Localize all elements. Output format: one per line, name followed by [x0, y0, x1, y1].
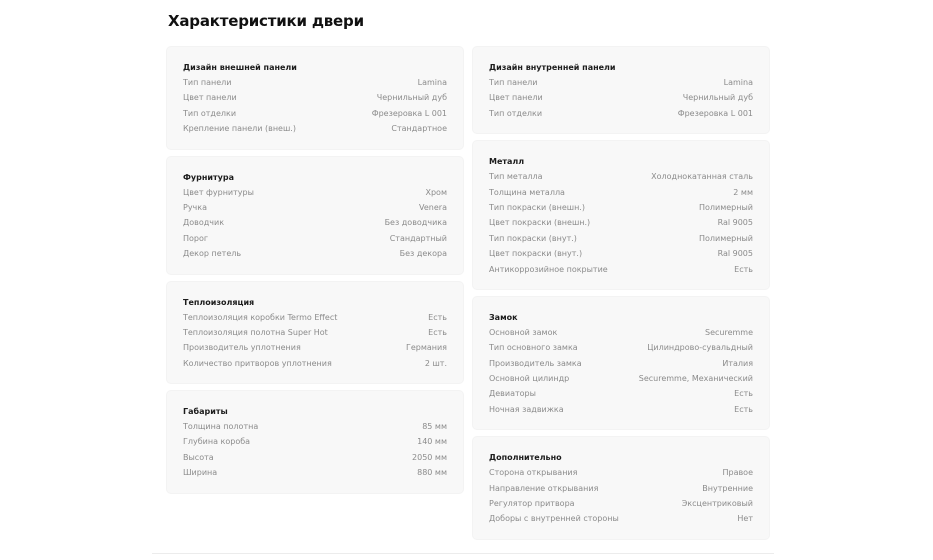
spec-value: Securemme, Механический [638, 374, 753, 384]
section-metal [473, 141, 769, 289]
spec-row [489, 371, 753, 386]
spec-label: Тип отделки [183, 108, 237, 118]
spec-label: Тип покраски (внешн.) [489, 202, 585, 212]
spec-label: Тип покраски (внут.) [489, 233, 577, 243]
spec-row [489, 325, 753, 340]
spec-row [489, 340, 753, 355]
spec-row [183, 450, 447, 465]
spec-row [489, 200, 753, 215]
spec-label: Ручка [183, 202, 208, 212]
spec-label: Регулятор притвора [489, 499, 575, 509]
page-title: Характеристики двери [168, 12, 364, 30]
spec-value: 2050 мм [412, 452, 447, 462]
spec-row [489, 511, 753, 526]
spec-value: 880 мм [417, 468, 447, 478]
spec-label: Теплоизоляция коробки Termo Effect [183, 312, 338, 322]
spec-row [489, 356, 753, 371]
spec-label: Крепление панели (внеш.) [183, 124, 296, 134]
spec-label: Глубина короба [183, 437, 251, 447]
spec-value: Без декора [399, 249, 447, 259]
spec-row [183, 434, 447, 449]
spec-value: Италия [722, 358, 753, 368]
spec-value: Venera [419, 202, 447, 212]
bottom-divider [152, 553, 774, 554]
spec-row [489, 185, 753, 200]
spec-value: Стандартное [391, 124, 447, 134]
spec-row [489, 481, 753, 496]
spec-row [183, 75, 447, 90]
spec-label: Толщина металла [489, 187, 565, 197]
spec-value: Хром [425, 187, 447, 197]
spec-label: Направление открывания [489, 483, 599, 493]
section-dimensions [167, 391, 463, 493]
spec-row [183, 356, 447, 371]
section-title: Дизайн внутренней панели [489, 63, 616, 72]
section-title: Фурнитура [183, 172, 234, 182]
section-outer-panel [167, 47, 463, 149]
spec-row [183, 185, 447, 200]
spec-label: Тип отделки [489, 108, 543, 118]
spec-value: Securemme [704, 327, 753, 337]
spec-value: 140 мм [417, 437, 447, 447]
section-hardware [167, 157, 463, 274]
spec-value: 2 мм [733, 187, 753, 197]
spec-value: 85 мм [422, 422, 447, 432]
section-inner-panel [473, 47, 769, 133]
section-title: Теплоизоляция [183, 297, 255, 307]
spec-value: Фрезеровка L 001 [371, 108, 447, 118]
spec-label: Цвет покраски (внешн.) [489, 218, 591, 228]
spec-value: Холоднокатанная сталь [651, 172, 753, 182]
spec-value: Цилиндрово-сувальдный [647, 343, 753, 353]
spec-value: Полимерный [698, 202, 753, 212]
spec-label: Ширина [183, 468, 218, 478]
spec-row [183, 340, 447, 355]
spec-value: Есть [734, 264, 753, 274]
spec-value: Есть [734, 389, 753, 399]
section-additional [473, 437, 769, 539]
spec-label: Основной цилиндр [489, 374, 570, 384]
spec-value: Ral 9005 [717, 249, 753, 259]
spec-label: Цвет фурнитуры [183, 187, 254, 197]
spec-label: Антикоррозийное покрытие [489, 264, 608, 274]
spec-row [489, 231, 753, 246]
spec-label: Порог [183, 233, 209, 243]
spec-value: Полимерный [698, 233, 753, 243]
spec-label: Основной замок [489, 327, 558, 337]
spec-label: Цвет панели [489, 93, 543, 103]
spec-row [489, 90, 753, 105]
spec-label: Цвет покраски (внут.) [489, 249, 583, 259]
spec-label: Цвет панели [183, 93, 237, 103]
spec-row [489, 402, 753, 417]
spec-label: Сторона открывания [489, 468, 578, 478]
section-title: Металл [489, 157, 525, 167]
spec-row [183, 325, 447, 340]
spec-value: Нет [737, 514, 753, 524]
spec-row [489, 106, 753, 121]
specs-column-left [167, 47, 463, 501]
spec-label: Производитель уплотнения [183, 343, 301, 353]
spec-value: Правое [722, 468, 753, 478]
section-title: Габариты [183, 407, 228, 417]
spec-row [183, 215, 447, 230]
section-lock [473, 297, 769, 429]
spec-value: Фрезеровка L 001 [677, 108, 753, 118]
spec-value: Без доводчика [384, 218, 447, 228]
spec-value: Германия [405, 343, 447, 353]
spec-row [183, 419, 447, 434]
spec-value: Есть [428, 312, 447, 322]
spec-label: Высота [183, 452, 214, 462]
spec-value: Чернильный дуб [682, 93, 753, 103]
spec-row [183, 246, 447, 261]
spec-row [489, 496, 753, 511]
spec-value: Есть [428, 327, 447, 337]
spec-row [183, 200, 447, 215]
spec-row [489, 246, 753, 261]
spec-value: Эксцентриковый [681, 499, 753, 509]
spec-label: Тип панели [489, 78, 538, 87]
spec-value: Есть [734, 404, 753, 414]
spec-value: Внутренние [702, 483, 753, 493]
spec-row [489, 169, 753, 184]
spec-value: Lamina [417, 78, 447, 87]
spec-row [489, 215, 753, 230]
spec-row [183, 90, 447, 105]
spec-value: Стандартный [389, 233, 447, 243]
section-insulation [167, 282, 463, 384]
spec-label: Тип основного замка [489, 343, 578, 353]
section-title: Дизайн внешней панели [183, 63, 297, 72]
spec-row [489, 262, 753, 277]
spec-label: Девиаторы [489, 389, 536, 399]
section-title: Дополнительно [489, 453, 562, 463]
spec-label: Толщина полотна [183, 422, 259, 432]
spec-value: Ral 9005 [717, 218, 753, 228]
section-title: Замок [489, 312, 518, 322]
spec-label: Тип панели [183, 78, 232, 87]
spec-row [489, 75, 753, 90]
spec-label: Доводчик [183, 218, 225, 228]
spec-row [183, 310, 447, 325]
spec-row [489, 465, 753, 480]
spec-label: Декор петель [183, 249, 242, 259]
spec-label: Количество притворов уплотнения [183, 358, 332, 368]
spec-row [183, 121, 447, 136]
spec-value: 2 шт. [424, 358, 447, 368]
spec-label: Ночная задвижка [489, 404, 564, 414]
spec-label: Теплоизоляция полотна Super Hot [183, 327, 328, 337]
specs-column-right [473, 47, 769, 547]
spec-row [183, 231, 447, 246]
spec-value: Lamina [723, 78, 753, 87]
spec-value: Чернильный дуб [376, 93, 447, 103]
spec-label: Доборы с внутренней стороны [489, 514, 619, 524]
spec-label: Производитель замка [489, 358, 582, 368]
spec-row [489, 386, 753, 401]
spec-row [183, 465, 447, 480]
spec-label: Тип металла [489, 172, 543, 182]
spec-row [183, 106, 447, 121]
